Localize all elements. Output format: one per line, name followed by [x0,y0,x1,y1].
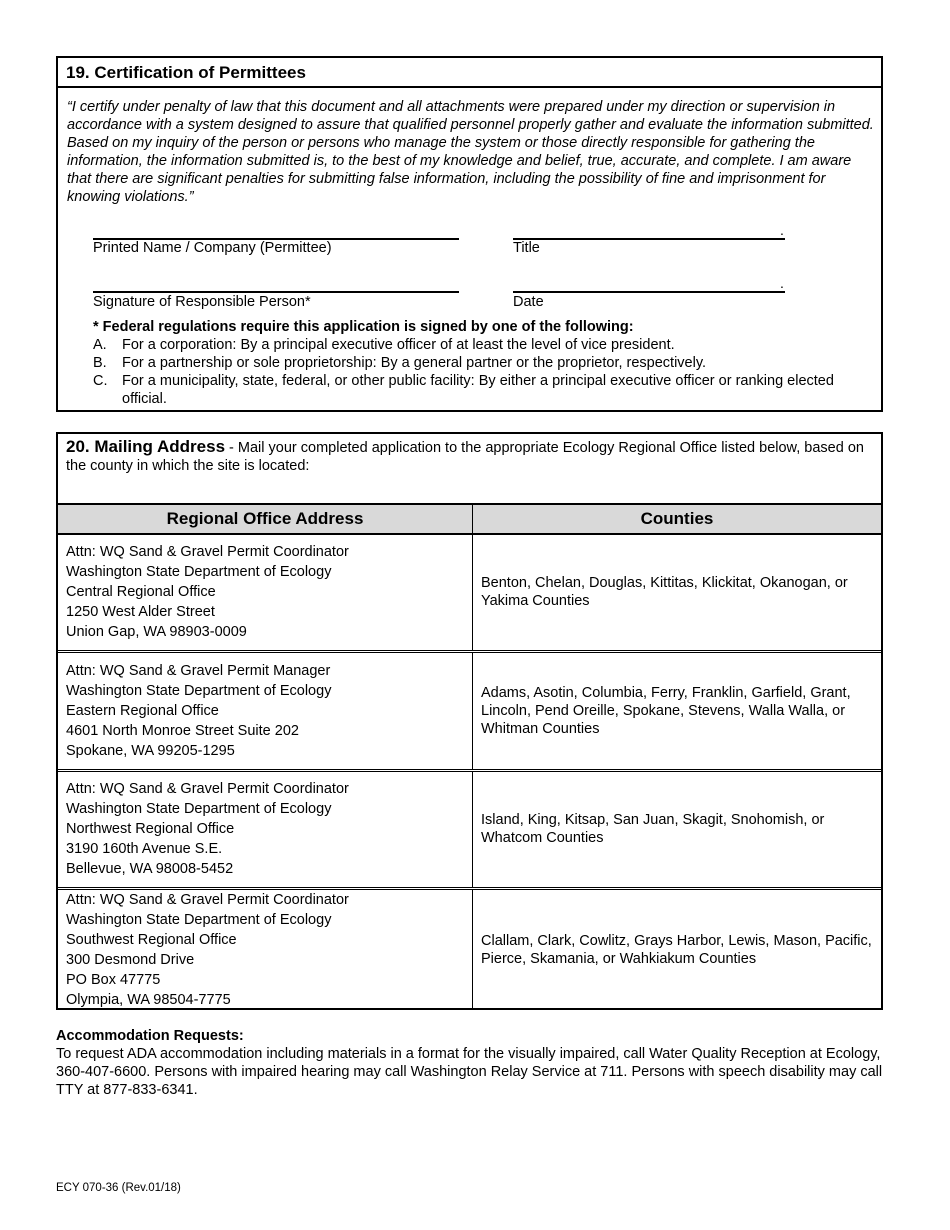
address-line: Washington State Department of Ecology [66,911,332,928]
address-line: Attn: WQ Sand & Gravel Permit Coordinator [66,781,349,797]
address-line: Attn: WQ Sand & Gravel Permit Coordinator [66,891,349,908]
signature-label: Signature of Responsible Person* [93,294,311,310]
office-counties: Island, King, Kitsap, San Juan, Skagit, Snohomish, or Whatcom Counties [473,770,882,888]
printed-name-label: Printed Name / Company (Permittee) [93,240,332,256]
option-letter: C. [93,373,108,389]
address-line: Eastern Regional Office [66,702,219,719]
address-line: Washington State Department of Ecology [66,564,332,581]
address-line: Union Gap, WA 98903-0009 [66,624,247,641]
option-item [93,354,873,372]
option-letter: B. [93,355,107,371]
address-line: Southwest Regional Office [66,931,237,948]
address-line: 3190 160th Avenue S.E. [66,841,223,857]
date-line[interactable] [513,291,785,293]
address-line: Washington State Department of Ecology [66,801,332,817]
office-counties: Adams, Asotin, Columbia, Ferry, Franklin, Garfield, Grant, Lincoln, Pend Oreille, Spokane, Stevens, Walla Walla, or Whitman Counties [473,651,882,770]
address-line: Attn: WQ Sand & Gravel Permit Coordinator [66,544,349,561]
table-row [58,651,881,770]
address-line: Attn: WQ Sand & Gravel Permit Manager [66,662,331,679]
form-id: ECY 070-36 (Rev.01/18) [56,1182,181,1194]
address-line: 4601 North Monroe Street Suite 202 [66,722,299,739]
office-counties: Benton, Chelan, Douglas, Kittitas, Klickitat, Okanogan, or Yakima Counties [473,534,882,651]
address-line: Olympia, WA 98504-7775 [66,991,231,1008]
address-line: 1250 West Alder Street [66,604,215,621]
federal-requirements [93,318,873,408]
line-end-mark: . [780,222,784,238]
option-text: For a corporation: By a principal executive officer of at least the level of vice president. [122,337,675,353]
section-title: 19. Certification of Permittees [58,58,881,88]
mailing-address-section [56,432,883,1010]
option-letter: A. [93,337,107,353]
title-line[interactable] [513,238,785,240]
office-counties: Clallam, Clark, Cowlitz, Grays Harbor, Lewis, Mason, Pacific, Pierce, Skamania, or Wahkiakum Counties [481,932,872,967]
office-address [58,770,473,888]
option-item [93,372,873,408]
column-header-counties: Counties [473,504,882,534]
line-end-mark: . [780,275,784,291]
address-line: PO Box 47775 [66,971,161,988]
address-line: Spokane, WA 99205-1295 [66,742,235,759]
address-line: Central Regional Office [66,584,216,601]
address-line: Bellevue, WA 98008-5452 [66,861,234,877]
table-row [58,534,881,651]
regional-office-table [58,503,881,1010]
office-address [58,534,473,651]
signature-line[interactable] [93,291,459,293]
title-label: Title [513,240,540,256]
option-text: For a municipality, state, federal, or other public facility: By either a principal executive officer or ranking elected official. [122,373,834,407]
table-row [58,770,881,888]
federal-note: * Federal regulations require this application is signed by one of the following: [93,319,634,335]
address-line: Northwest Regional Office [66,821,235,837]
option-text: For a partnership or sole proprietorship: By a general partner or the proprietor, respectively. [122,355,707,371]
mailing-intro [66,438,876,475]
section-title: 20. Mailing Address [66,437,226,456]
table-row [58,888,881,1010]
certification-section [56,56,883,412]
address-line: 300 Desmond Drive [66,951,195,968]
accommodation-requests [56,1027,901,1099]
address-line: Washington State Department of Ecology [66,682,332,699]
column-header-address: Regional Office Address [58,504,473,534]
date-label: Date [513,294,544,310]
mailing-instructions: - Mail your completed application to the appropriate Ecology Regional Office listed below, based on the county in which the site is located: [66,440,864,474]
office-address [58,888,473,1010]
office-address [58,651,473,770]
accommodation-text: To request ADA accommodation including materials in a format for the visually impaired, call Water Quality Reception at Ecology, 360-407-6600. Persons with impaired hearing may call Washington Relay Service at 711. Persons with speech disability may call TTY at 877-833-6341. [56,1046,883,1098]
option-item [93,336,873,354]
accommodation-title: Accommodation Requests: [56,1028,244,1044]
certification-statement: “I certify under penalty of law that this document and all attachments were prepared under my direction or supervision in accordance with a system designed to assure that qualified personnel properly gather and evaluate the information submitted. Based on my inquiry of the person or persons who manage the system or those directly responsible for gathering the information, the information submitted is, to the best of my knowledge and belief, true, accurate, and complete. I am aware that there are significant penalties for submitting false information, including the possibility of fine and imprisonment for knowing violations.” [67,99,874,205]
